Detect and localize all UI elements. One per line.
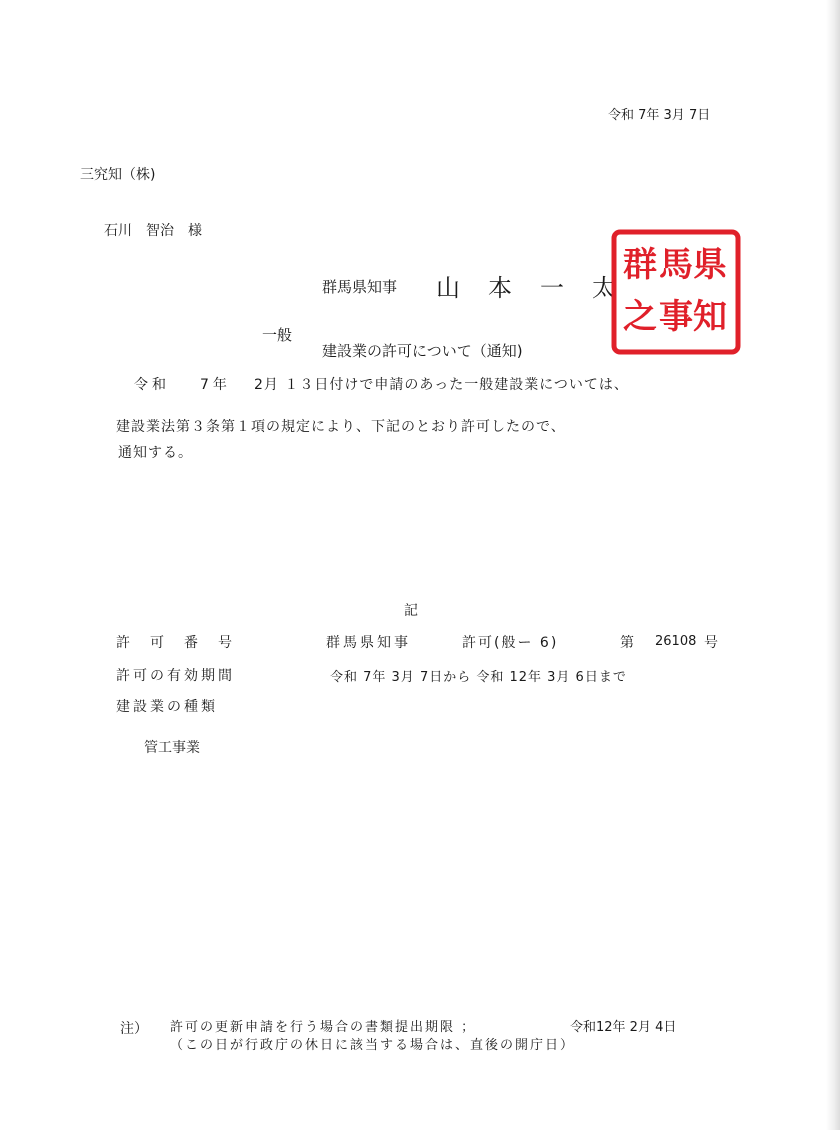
seal-character: 事 xyxy=(659,297,693,337)
business-type-value: 管工事業 xyxy=(144,740,200,756)
validity-period-value: 令和 7年 3月 7日から 令和 12年 3月 6日まで xyxy=(330,670,627,685)
permit-number: 26108 xyxy=(655,634,697,649)
paper-edge-shadow xyxy=(826,0,840,1130)
seal-character: 之 xyxy=(623,297,657,337)
body-era: 令和 xyxy=(134,377,170,393)
note-subtext: （この日が行政庁の休日に該当する場合は、直後の開庁日） xyxy=(170,1038,576,1053)
official-seal xyxy=(610,228,742,356)
sender-name: 山 本 一 太 xyxy=(436,274,618,302)
sender-title: 群馬県知事 xyxy=(322,278,398,296)
recipient-name: 石川 智治 様 xyxy=(104,223,202,239)
subject-title: 建設業の許可について（通知) xyxy=(322,342,523,360)
note-text: 許可の更新申請を行う場合の書類提出期限 ； xyxy=(170,1020,477,1035)
business-type-label: 建設業の種類 xyxy=(116,699,218,715)
renewal-deadline: 令和12年 2月 4日 xyxy=(570,1020,677,1035)
body-line-1: 2月 １３日付けで申請のあった一般建設業については、 xyxy=(254,377,629,393)
body-year: 7年 xyxy=(200,377,231,393)
issue-date: 令和 7年 3月 7日 xyxy=(608,108,711,123)
record-heading: 記 xyxy=(404,603,418,619)
seal-character: 馬 xyxy=(659,245,693,285)
body-line-2: 建設業法第３条第１項の規定により、下記のとおり許可したので、 xyxy=(116,419,566,435)
subject-prefix: 一般 xyxy=(262,326,293,344)
permit-issuer: 群馬県知事 xyxy=(326,635,411,651)
permit-dai: 第 xyxy=(620,635,634,651)
permit-type: 許可(般ー 6) xyxy=(462,635,559,651)
seal-character: 知 xyxy=(693,297,727,337)
permit-number-label: 許 可 番 号 xyxy=(116,635,235,651)
note-label: 注） xyxy=(120,1021,148,1037)
recipient-company: 三究知（株) xyxy=(80,167,156,183)
validity-period-label: 許可の有効期間 xyxy=(116,668,235,684)
permit-gou: 号 xyxy=(704,635,718,651)
body-line-3: 通知する。 xyxy=(118,445,193,461)
seal-character: 群 xyxy=(623,245,657,285)
seal-character: 県 xyxy=(693,245,727,285)
